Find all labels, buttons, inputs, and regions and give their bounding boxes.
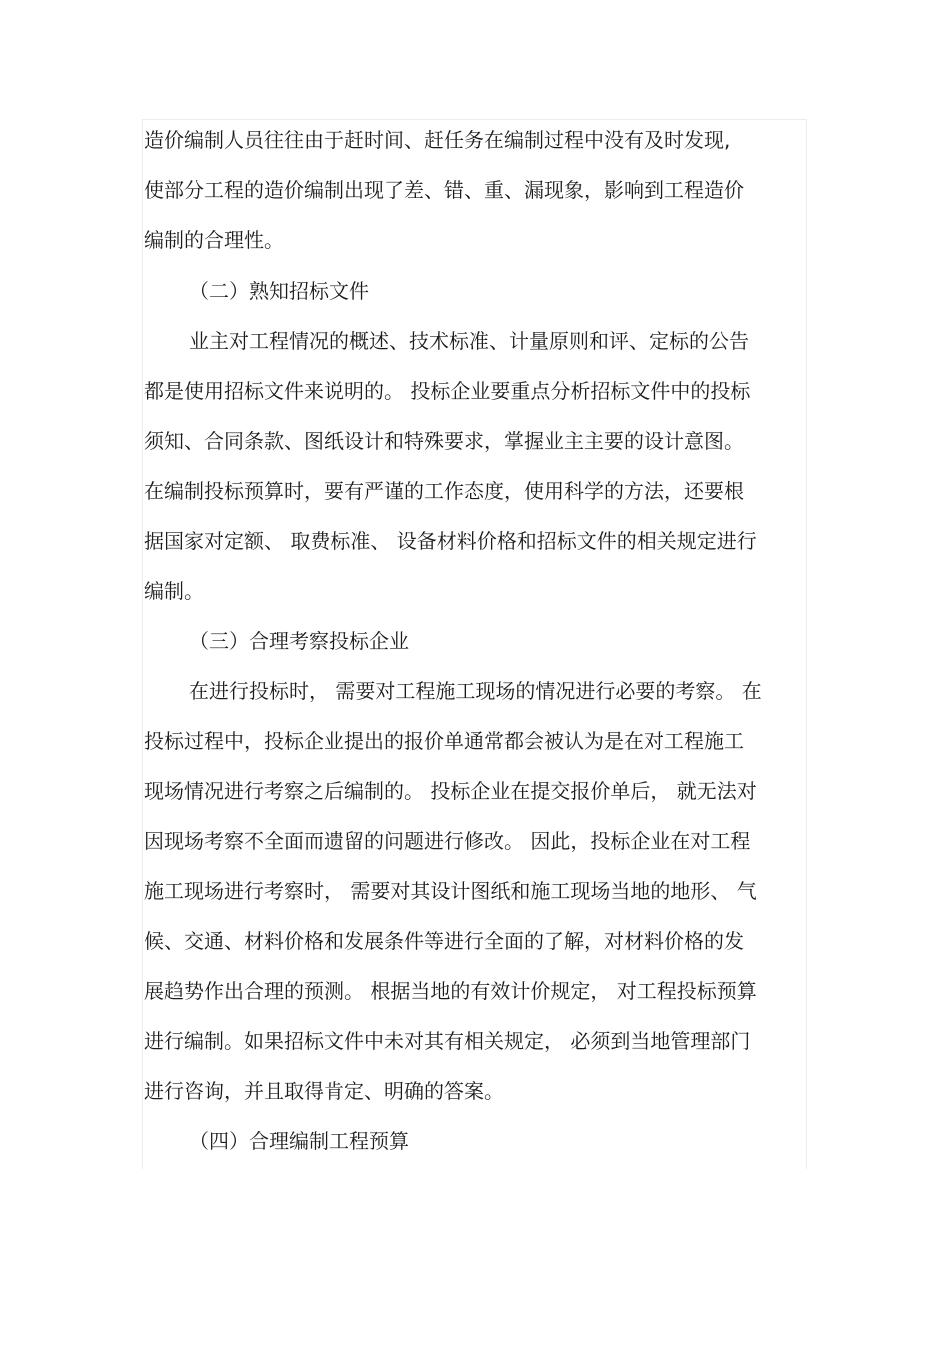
paragraph-line: 因现场考察不全面而遗留的问题进行修改。 因此，投标企业在对工程 — [144, 829, 751, 853]
paragraph-line: 造价编制人员往往由于赶时间、赶任务在编制过程中没有及时发现, — [144, 128, 731, 152]
paragraph-line: 投标过程中，投标企业提出的报价单通常都会被认为是在对工程施工 — [144, 729, 744, 753]
section-heading-2: （二）熟知招标文件 — [189, 279, 369, 303]
paragraph-line: 在进行投标时， 需要对工程施工现场的情况进行必要的考察。 在 — [189, 679, 762, 703]
paragraph-line: 业主对工程情况的概述、技术标准、计量原则和评、定标的公告 — [189, 329, 749, 353]
paragraph-line: 进行咨询，并且取得肯定、明确的答案。 — [144, 1079, 504, 1103]
paragraph-line: 据国家对定额、 取费标准、 设备材料价格和招标文件的相关规定进行 — [144, 529, 757, 553]
paragraph-line: 候、交通、材料价格和发展条件等进行全面的了解，对材料价格的发 — [144, 929, 744, 953]
paragraph-line: 现场情况进行考察之后编制的。 投标企业在提交报价单后， 就无法对 — [144, 779, 757, 803]
paragraph-line: 展趋势作出合理的预测。 根据当地的有效计价规定， 对工程投标预算 — [144, 979, 757, 1003]
paragraph-line: 都是使用招标文件来说明的。 投标企业要重点分析招标文件中的投标 — [144, 379, 751, 403]
paragraph-line: 在编制投标预算时，要有严谨的工作态度，使用科学的方法，还要根 — [144, 479, 744, 503]
paragraph-line: 施工现场进行考察时， 需要对其设计图纸和施工现场当地的地形、 气 — [144, 879, 757, 903]
section-heading-4: （四）合理编制工程预算 — [189, 1129, 409, 1153]
paragraph-line: 编制的合理性。 — [144, 228, 284, 252]
paragraph-line: 进行编制。如果招标文件中未对其有相关规定， 必须到当地管理部门 — [144, 1029, 751, 1053]
paragraph-line: 使部分工程的造价编制出现了差、错、重、漏现象，影响到工程造价 — [144, 178, 744, 202]
paragraph-line: 编制。 — [144, 579, 204, 603]
paragraph-line: 须知、合同条款、图纸设计和特殊要求，掌握业主主要的设计意图。 — [144, 429, 744, 453]
section-heading-3: （三）合理考察投标企业 — [189, 629, 409, 653]
